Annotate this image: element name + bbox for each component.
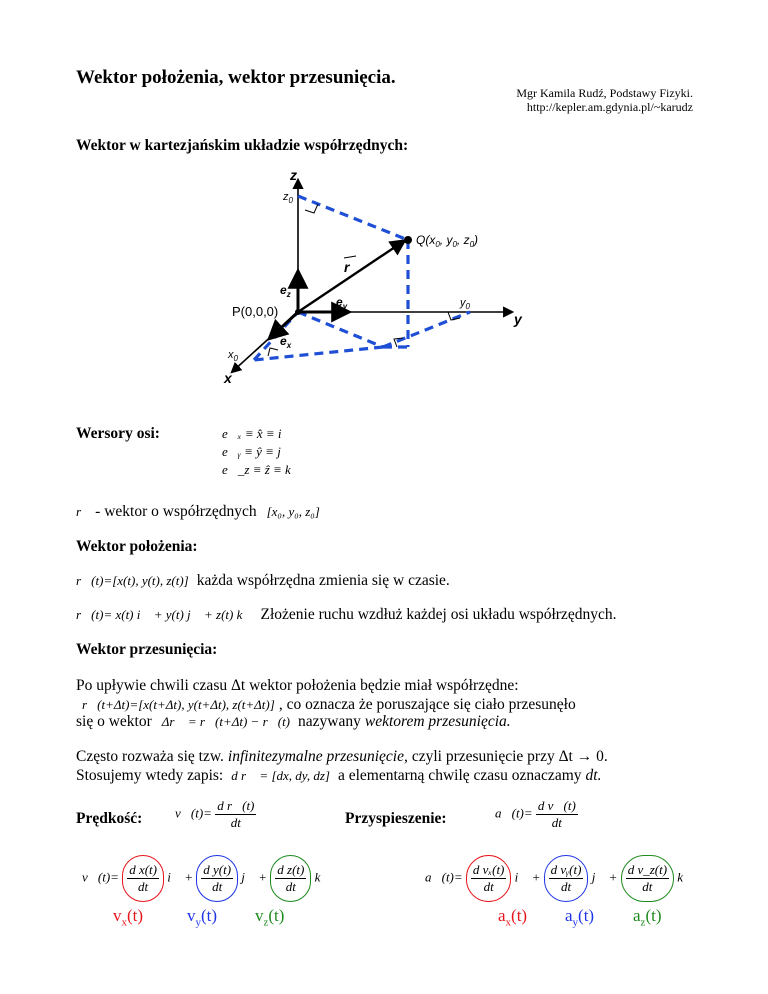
ex-label: $e_x$: [280, 334, 292, 350]
x-axis-label: x: [224, 370, 232, 386]
displacement-p4-row: [76, 748, 608, 766]
ez-label: $e_z$: [280, 283, 291, 299]
unit-vector-x: e⃗ₓ ≡ x̂ ≡ i⃗: [222, 426, 292, 441]
author-name: Mgr Kamila Rudź, Podstawy Fizyki.: [516, 86, 693, 100]
ey-label: $e_y$: [336, 295, 348, 311]
x0-label: $x_0$: [228, 349, 238, 363]
displacement-p5-eq: d r⃗ = [dx, dy, dz]: [231, 768, 330, 783]
acceleration-z-component: $a_z(t)$: [633, 906, 662, 929]
displacement-p3-italic: wektorem przesunięcia.: [364, 713, 511, 730]
velocity-y-component: $v_y(t)$: [187, 906, 218, 929]
velocity-label: Prędkość:: [76, 810, 143, 827]
position-eq2: r⃗(t)= x(t) i⃗ + y(t) j⃗ + z(t) k⃗: [76, 607, 253, 622]
acceleration-label: Przyspieszenie:: [345, 810, 447, 827]
velocity-y-term: $\frac{\text{d y(t)}}{dt}$: [196, 855, 238, 902]
r-label: r: [344, 259, 350, 275]
velocity-z-component: $v_z(t)$: [255, 906, 285, 929]
author-block: [516, 86, 693, 114]
position-eq1: r⃗(t)=[x(t), y(t), z(t)]: [76, 573, 189, 588]
displacement-p3-b: nazywany: [298, 713, 361, 730]
velocity-fraction: $\frac{\text{d r⃗(t)}}{dt}$: [217, 798, 255, 830]
displacement-p3-a: się o wektor: [76, 713, 152, 730]
unit-vector-y: e⃗ᵧ ≡ ŷ ≡ j⃗: [222, 444, 291, 459]
section-heading-cartesian: Wektor w kartezjańskim układzie współrzędnych:: [76, 137, 409, 154]
displacement-p2-text: , co oznacza że poruszające się ciało przesunęło: [278, 696, 576, 713]
position-eq1-text: każda współrzędna zmienia się w czasie.: [196, 572, 450, 589]
point-Q: [404, 236, 412, 244]
displacement-p5-row: [76, 767, 601, 785]
P-label: P(0,0,0): [232, 304, 279, 319]
displacement-p4-a: Często rozważa się tzw.: [76, 748, 224, 765]
acceleration-expansion: a⃗(t)= $\frac{\text{d vₓ(t)}}{dt}$ i⃗ + $\frac{\text{d vᵧ(t)}}{dt}$ j⃗ + $\frac{\text{d v\_z(t)}}{dt}$ k⃗: [425, 855, 693, 902]
unit-vector-z: e⃗_z ≡ ẑ ≡ k⃗: [222, 462, 301, 477]
displacement-p1: Po upływie chwili czasu Δt wektor położenia będzie miał współrzędne:: [76, 677, 519, 694]
displacement-p2-eq: r⃗(t+Δt)=[x(t+Δt), y(t+Δt), z(t+Δt)]: [82, 697, 275, 712]
page-title: Wektor położenia, wektor przesunięcia.: [76, 67, 396, 88]
r-description: - wektor o współrzędnych: [95, 503, 257, 520]
acceleration-y-component: $a_y(t)$: [565, 906, 595, 929]
acceleration-exp-lhs: a⃗(t)=: [425, 869, 463, 885]
velocity-z-term: $\frac{\text{d z(t)}}{dt}$: [270, 855, 311, 902]
acceleration-x-component: $a_x(t)$: [498, 906, 528, 929]
position-eq2-text: Złożenie ruchu wzdłuż każdej osi układu współrzędnych.: [260, 606, 617, 623]
displacement-p4-b: czyli przesunięcie przy Δt → 0.: [411, 748, 608, 765]
velocity-lhs: v⃗(t)=: [175, 805, 212, 821]
velocity-exp-lhs: v⃗(t)=: [82, 869, 119, 885]
acceleration-definition: [495, 798, 578, 831]
displacement-p5-italic: dt.: [585, 767, 602, 784]
displacement-p3-eq: Δr⃗ = r⃗(t+Δt) − r⃗(t): [161, 714, 291, 729]
acceleration-x-term: $\frac{\text{d vₓ(t)}}{dt}$: [466, 855, 511, 902]
r-definition: [76, 503, 320, 521]
velocity-x-term: $\frac{\text{d x(t)}}{dt}$: [122, 855, 164, 902]
acceleration-y-term: $\frac{\text{d vᵧ(t)}}{dt}$: [544, 855, 589, 902]
section-heading-displacement: Wektor przesunięcia:: [76, 641, 218, 658]
velocity-expansion: v⃗(t)= $\frac{\text{d x(t)}}{dt}$ i⃗ + $\frac{\text{d y(t)}}{dt}$ j⃗ + $\frac{\text{d z(t)}}{dt}$ k⃗: [82, 855, 331, 902]
acceleration-fraction: $\frac{\text{d v⃗(t)}}{dt}$: [537, 798, 576, 830]
displacement-p2-row: [82, 696, 576, 714]
displacement-p5-b: a elementarną chwilę czasu oznaczamy: [337, 767, 582, 784]
point-P: [295, 309, 301, 315]
Q-label: $Q(x_0$, $y_0$, $z_0$): [416, 233, 479, 249]
z-axis-label: z: [290, 167, 297, 183]
r-coords: [x₀, y₀, z₀]: [266, 504, 320, 519]
section-heading-position: Wektor położenia:: [76, 538, 198, 555]
displacement-p5-a: Stosujemy wtedy zapis:: [76, 767, 224, 784]
position-eq2-row: [76, 606, 616, 624]
displacement-p3-row: [76, 713, 511, 731]
r-vector: [298, 241, 404, 312]
acceleration-lhs: a⃗(t)=: [495, 805, 533, 821]
unit-vectors-equations: [222, 425, 301, 479]
coordinate-system-diagram: [210, 160, 540, 390]
velocity-x-component: $v_x(t)$: [113, 906, 144, 929]
y0-label: $y_0$: [460, 297, 470, 311]
velocity-definition: [175, 798, 256, 831]
y-axis-label: y: [514, 311, 522, 327]
author-url: http://kepler.am.gdynia.pl/~karudz: [526, 100, 693, 114]
displacement-p4-italic: infinitezymalne przesunięcie,: [227, 748, 408, 765]
position-eq1-row: [76, 572, 450, 590]
r-symbol: r⃗: [76, 504, 92, 519]
acceleration-z-term: $\frac{\text{d v\_z(t)}}{dt}$: [621, 855, 674, 902]
z0-label: $z_0$: [283, 191, 293, 205]
unit-vectors-label: Wersory osi:: [76, 425, 160, 442]
